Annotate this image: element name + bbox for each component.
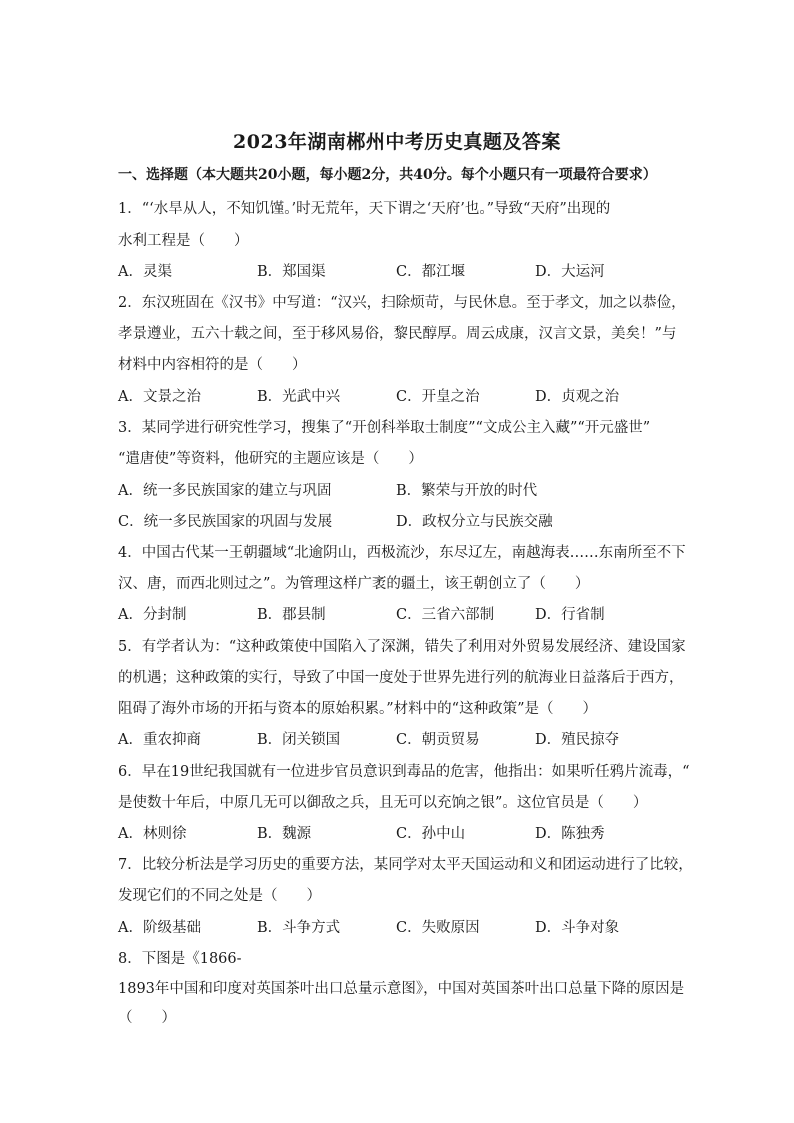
question-3-option-b: B．繁荣与开放的时代 [396, 483, 538, 499]
question-3-line-2: “遣唐使”等资料，他研究的主题应该是（ ） [118, 451, 423, 467]
question-1-option-c: C．都江堰 [396, 264, 466, 280]
question-8-line-3: （ ） [118, 1010, 176, 1026]
question-5-line-2: 的机遇；这种政策的实行，导致了中国一度处于世界先进行列的航海业日益落后于西方， [118, 670, 684, 686]
question-5-option-b: B．闭关锁国 [257, 732, 341, 748]
question-3-option-d: D．政权分立与民族交融 [396, 514, 553, 530]
question-4-line-2: 汉、唐，而西北则过之”。为管理这样广袤的疆土，该王朝创立了（ ） [118, 576, 590, 592]
question-7-line-2: 发现它们的不同之处是（ ） [118, 888, 321, 904]
question-6-option-a: A．林则徐 [118, 826, 187, 842]
question-8-line-1: 8．下图是《1866- [118, 951, 242, 967]
question-2-line-3: 材料中内容相符的是（ ） [118, 357, 307, 373]
question-5-option-d: D．殖民掠夺 [535, 732, 620, 748]
question-4-option-c: C．三省六部制 [396, 607, 495, 623]
question-1-option-d: D．大运河 [535, 264, 605, 280]
question-2-option-a: A．文景之治 [118, 389, 201, 405]
question-1-line-1: 1．“‘水旱从人，不知饥馑。’时无荒年，天下谓之‘天府’也。”导致“天府”出现的 [118, 201, 611, 217]
question-1-option-a: A．灵渠 [118, 264, 172, 280]
question-7-option-a: A．阶级基础 [118, 920, 201, 936]
question-1-line-2: 水利工程是（ ） [118, 233, 249, 249]
question-5-option-c: C．朝贡贸易 [396, 732, 480, 748]
question-4-option-d: D．行省制 [535, 607, 605, 623]
question-8-line-2: 1893年中国和印度对英国茶叶出口总量示意图》，中国对英国茶叶出口总量下降的原因是 [118, 981, 685, 997]
question-7-option-c: C．失败原因 [396, 920, 480, 936]
question-2-line-1: 2．东汉班固在《汉书》中写道：“汉兴，扫除烦苛，与民休息。至于孝文，加之以恭俭， [118, 295, 686, 311]
question-3-option-a: A．统一多民族国家的建立与巩固 [118, 483, 332, 499]
question-4-option-a: A．分封制 [118, 607, 187, 623]
question-5-option-a: A．重农抑商 [118, 732, 201, 748]
question-7-line-1: 7．比较分析法是学习历史的重要方法，某同学对太平天国运动和义和团运动进行了比较， [118, 857, 693, 873]
question-2-option-c: C．开皇之治 [396, 389, 480, 405]
question-2-option-b: B．光武中兴 [257, 389, 341, 405]
question-6-line-1: 6．早在19世纪我国就有一位进步官员意识到毒品的危害，他指出：如果听任鸦片流毒，“ [118, 764, 690, 780]
question-6-option-c: C．孙中山 [396, 826, 466, 842]
page-title: 2023年湖南郴州中考历史真题及答案 [233, 131, 561, 153]
question-6-line-2: 是使数十年后，中原几无可以御敌之兵，且无可以充饷之银”。这位官员是（ ） [118, 795, 648, 811]
question-6-option-b: B．魏源 [257, 826, 312, 842]
section-heading: 一、选择题（本大题共20小题，每小题2分，共40分。每个小题只有一项最符合要求） [118, 167, 657, 183]
question-1-option-b: B．郑国渠 [257, 264, 326, 280]
question-3-option-c: C．统一多民族国家的巩固与发展 [118, 514, 333, 530]
question-4-line-1: 4．中国古代某一王朝疆域“北逾阴山，西极流沙，东尽辽左，南越海表……东南所至不下 [118, 545, 686, 561]
question-4-option-b: B．郡县制 [257, 607, 326, 623]
question-5-line-3: 阻碍了海外市场的开拓与资本的原始积累。”材料中的“这种政策”是（ ） [118, 701, 597, 717]
question-2-option-d: D．贞观之治 [535, 389, 620, 405]
question-3-line-1: 3．某同学进行研究性学习，搜集了“开创科举取士制度”“文成公主入藏”“开元盛世” [118, 420, 651, 436]
question-7-option-d: D．斗争对象 [535, 920, 620, 936]
question-7-option-b: B．斗争方式 [257, 920, 341, 936]
question-2-line-2: 孝景遵业，五六十载之间，至于移风易俗，黎民醇厚。周云成康，汉言文景，美矣！”与 [118, 326, 677, 342]
question-6-option-d: D．陈独秀 [535, 826, 605, 842]
question-5-line-1: 5．有学者认为：“这种政策使中国陷入了深渊，错失了利用对外贸易发展经济、建设国家 [118, 639, 686, 655]
